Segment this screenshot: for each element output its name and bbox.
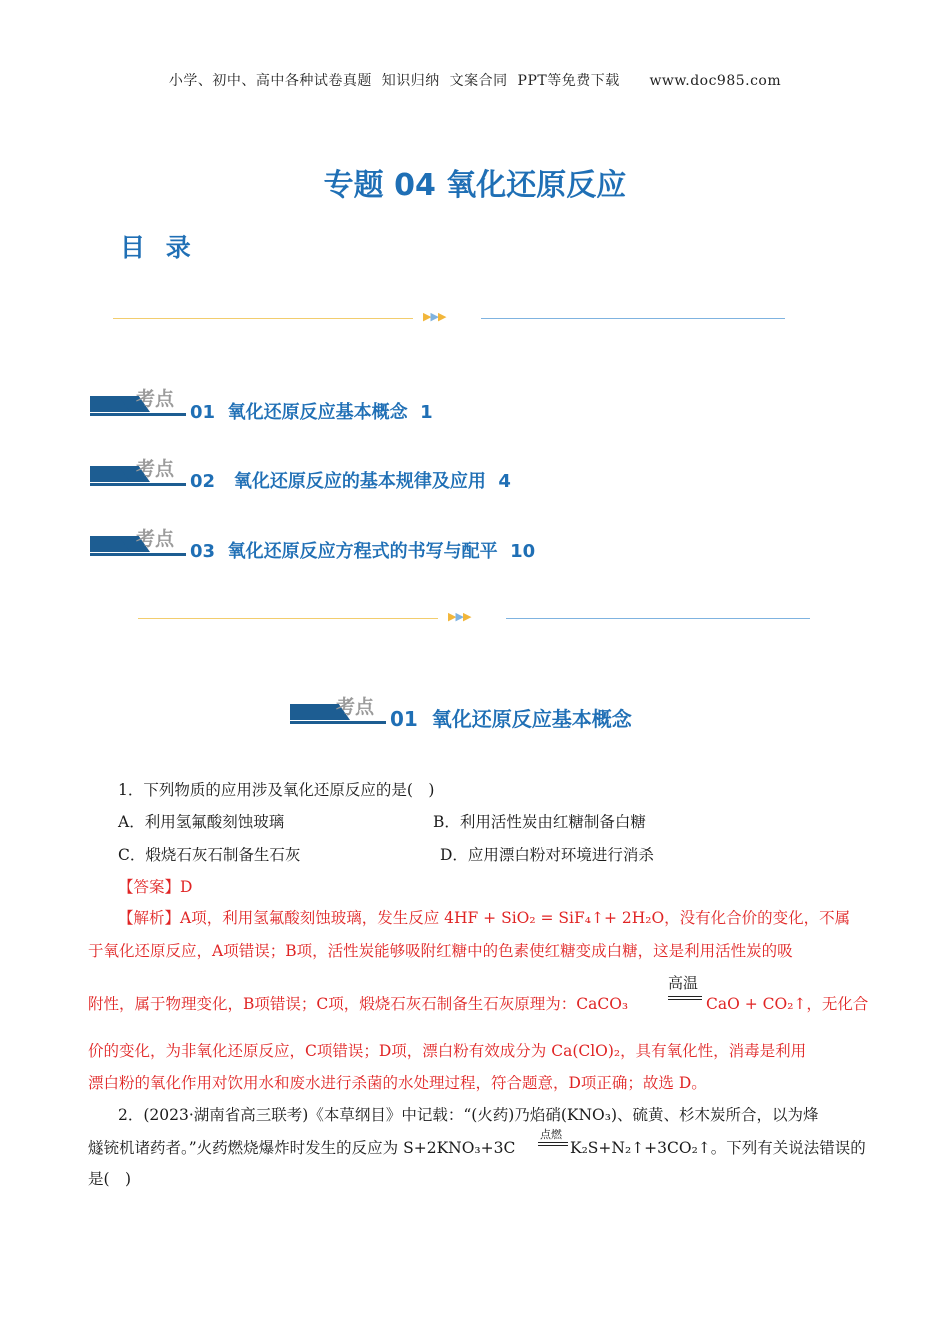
divider-top: [113, 312, 785, 324]
divider-bottom: [138, 612, 810, 624]
toc-heading: 目 录: [120, 233, 197, 262]
analysis-line-2: 于氧化还原反应，A项错误；B项，活性炭能够吸附红糖中的色素使红糖变成白糖，这是利用活性炭的吸: [88, 942, 793, 960]
double-equals-sign: [538, 1142, 568, 1146]
toc-badge-3: 考点: [90, 526, 186, 556]
answer-label: 【答案】D: [118, 878, 193, 896]
option-b: B．利用活性炭由红糖制备白糖: [433, 813, 646, 831]
reaction-condition-high-temp: 高温: [668, 974, 699, 992]
toc-entry-3[interactable]: 03 氧化还原反应方程式的书写与配平 10: [190, 541, 536, 562]
analysis-line-3b: CaO + CO₂↑，无化合: [706, 995, 869, 1013]
analysis-line-1: 【解析】A项，利用氢氟酸刻蚀玻璃，发生反应 4HF + SiO₂ = SiF₄↑+ 2H₂O，没有化合价的变化，不属: [118, 909, 851, 927]
analysis-line-3a: 附性，属于物理变化，B项错误；C项，煅烧石灰石制备生石灰原理为：CaCO₃: [88, 995, 629, 1013]
question-2-line-2a: 燧铳机诸药者。”火药燃烧爆炸时发生的反应为 S+2KNO₃+3C: [88, 1139, 516, 1157]
question-2-line-1: 2．(2023·湖南省高三联考)《本草纲目》中记载：“(火药)乃焰硝(KNO₃)、硫黄、杉木炭所合，以为烽: [118, 1106, 819, 1124]
option-d: D．应用漂白粉对环境进行消杀: [440, 846, 654, 864]
toc-badge-1: 考点: [90, 386, 186, 416]
page-header: [0, 70, 950, 90]
option-a: A．利用氢氟酸刻蚀玻璃: [118, 813, 285, 831]
arrow-decoration-icon: ▶▶▶: [448, 610, 471, 623]
toc-badge-2: 考点: [90, 456, 186, 486]
reaction-condition-ignite: 点燃: [540, 1128, 562, 1141]
question-1-stem: 1．下列物质的应用涉及氧化还原反应的是( ): [118, 781, 435, 799]
arrow-decoration-icon: ▶▶▶: [423, 310, 446, 323]
document-title: 专题 04 氧化还原反应: [323, 168, 627, 203]
header-site: www.doc985.com: [649, 73, 782, 89]
analysis-line-4: 价的变化，为非氧化还原反应，C项错误；D项，漂白粉有效成分为 Ca(ClO)₂，具有氧化性，消毒是利用: [88, 1042, 807, 1060]
question-2-line-3: 是( ): [88, 1170, 132, 1188]
question-2-line-2b: K₂S+N₂↑+3CO₂↑。下列有关说法错误的: [570, 1139, 866, 1157]
double-equals-sign: [668, 996, 702, 1000]
header-tagline: 小学、初中、高中各种试卷真题 知识归纳 文案合同 PPT等免费下载: [168, 73, 620, 89]
section-badge: 考点: [290, 694, 386, 724]
analysis-line-5: 漂白粉的氧化作用对饮用水和废水进行杀菌的水处理过程，符合题意，D项正确；故选 D。: [88, 1074, 707, 1092]
toc-entry-2[interactable]: 02 氧化还原反应的基本规律及应用 4: [190, 471, 511, 492]
toc-entry-1[interactable]: 01 氧化还原反应基本概念 1: [190, 402, 433, 423]
option-c: C．煅烧石灰石制备生石灰: [118, 846, 301, 864]
section-title-1: 01 氧化还原反应基本概念: [390, 707, 632, 731]
